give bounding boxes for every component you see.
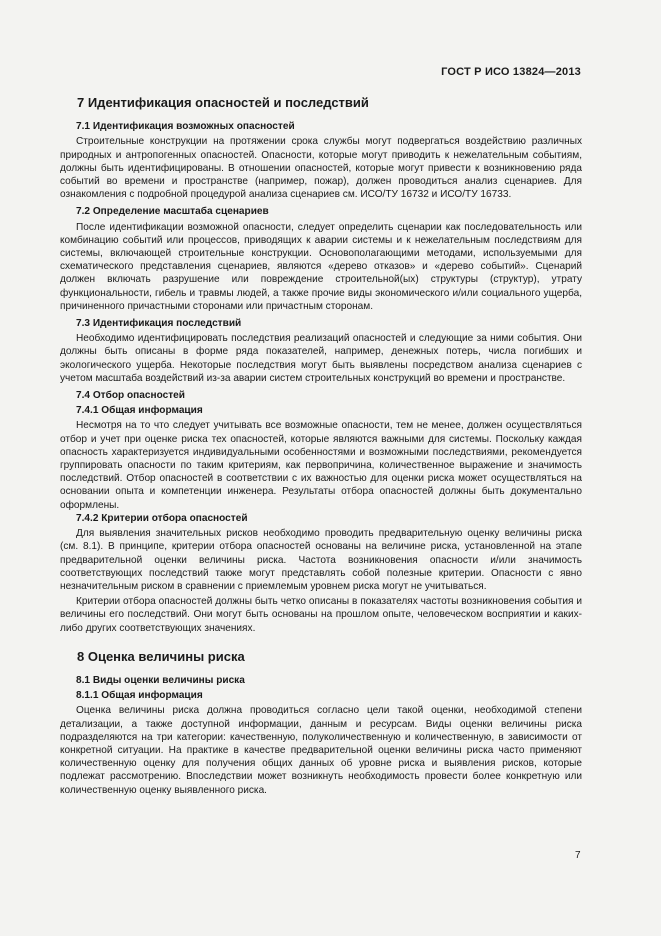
- document-header: ГОСТ Р ИСО 13824—2013: [441, 66, 581, 78]
- page-content: [60, 96, 582, 797]
- section-7-1-paragraph: Строительные конструкции на протяжении срока службы могут подвергаться воздействию различных природных и антропогенных опасностей. Опасности, которые могут приводить к нежелательным событиям, должны быть идентифицированы. В отношении опасностей, которые могут привести к возникновению ряда событий во времени и пространстве (например, пожар), должен проводиться анализ сценариев. Для ознакомления с подробной процедурой анализа сценариев см. ИСО/ТУ 16732 и ИСО/ТУ 16733.: [60, 136, 582, 201]
- section-7-4-1-heading: 7.4.1 Общая информация: [76, 405, 203, 417]
- section-7-4-heading: 7.4 Отбор опасностей: [76, 390, 185, 402]
- section-7-2-paragraph: После идентификации возможной опасности, следует определить сценарии как последовательность или комбинацию событий или процессов, приводящих к аварии системы и к нежелательным последствиям для системы, включающей строительные конструкции. Основополагающими методами, используемыми для схематического представления сценариев, являются «дерево отказов» и «дерево событий». Сценарий должен включать разрушение или повреждение строительной(ых) структуры (структур), утрату функциональности, гибель и травмы людей, а также прочие виды экономического и/или социального ущерба, причиненного причастными сторонами или причастным сторонам.: [60, 221, 582, 312]
- section-7-1-heading: 7.1 Идентификация возможных опасностей: [76, 121, 295, 133]
- section-7-4-2-heading: 7.4.2 Критерии отбора опасностей: [76, 512, 248, 524]
- section-8-1-1-paragraph: Оценка величины риска должна проводиться согласно цели такой оценки, необходимой степени детализации, а также доступной информации, данным и ресурсам. Виды оценки величины риска подразделяются на три категории: качественную, полуколичественную и количественную, в зависимости от конкретной ситуации. На практике в качестве предварительной оценки величины риска часто применяют количественную оценку для получения общих данных об уровне риска и выявления рисков, которые подлежат рассмотрению. Впоследствии может возникнуть необходимость провести более конкретную или количественную оценку выявленного риска.: [60, 705, 582, 796]
- section-7-2-heading: 7.2 Определение масштаба сценариев: [76, 206, 269, 218]
- section-7-4-1-paragraph: Несмотря на то что следует учитывать все возможные опасности, тем не менее, должен осуществляться отбор и учет при оценке риска тех опасностей, которые являются важными для системы. Поскольку каждая опасность характеризуется индивидуальными особенностями и возможными последствиями, рекомендуется группировать опасности по таким критериям, как первопричина, количественное выражение и значимость последствий. Отбор опасностей в соответствии с их важностью для оценки риска может осуществляться на основании опыта и компетенции инженера. Результаты отбора опасностей должны быть документально оформлены.: [60, 420, 582, 511]
- section-7-4-2-paragraph-1: Для выявления значительных рисков необходимо проводить предварительную оценку величины риска (см. 8.1). В принципе, критерии отбора опасностей основаны на величине риска, установленной на этапе предварительной оценки величины риска. Частота возникновения опасности и/или значимость соответствующих последствий также могут представлять собой полезные критерии. Опасности с явно незначительным риском в сравнении с приемлемым уровнем риска могут не учитываться.: [60, 528, 582, 592]
- section-7-4-2-paragraph-2: Критерии отбора опасностей должны быть четко описаны в показателях частоты возникновения события и величины его последствий. Они могут быть основаны на прошлом опыте, человеческом восприятии и каких-либо других соответствующих значениях.: [60, 596, 582, 634]
- section-8-1-1-heading: 8.1.1 Общая информация: [76, 690, 203, 702]
- section-7-heading: 7 Идентификация опасностей и последствий: [77, 95, 369, 110]
- section-8-1-heading: 8.1 Виды оценки величины риска: [76, 674, 245, 686]
- section-7-3-heading: 7.3 Идентификация последствий: [76, 318, 242, 330]
- section-8-heading: 8 Оценка величины риска: [77, 648, 245, 664]
- page-number: 7: [575, 850, 581, 861]
- section-7-3-paragraph: Необходимо идентифицировать последствия реализаций опасностей и следующие за ними события. Они должны быть описаны в форме ряда показателей, например, денежных потерь, числа погибших и экологического ущерба. Некоторые последствия могут быть выявлены посредством анализа сценариев с учетом масштаба воздействий из-за аварии систем строительных конструкций во времени и пространстве.: [60, 333, 582, 384]
